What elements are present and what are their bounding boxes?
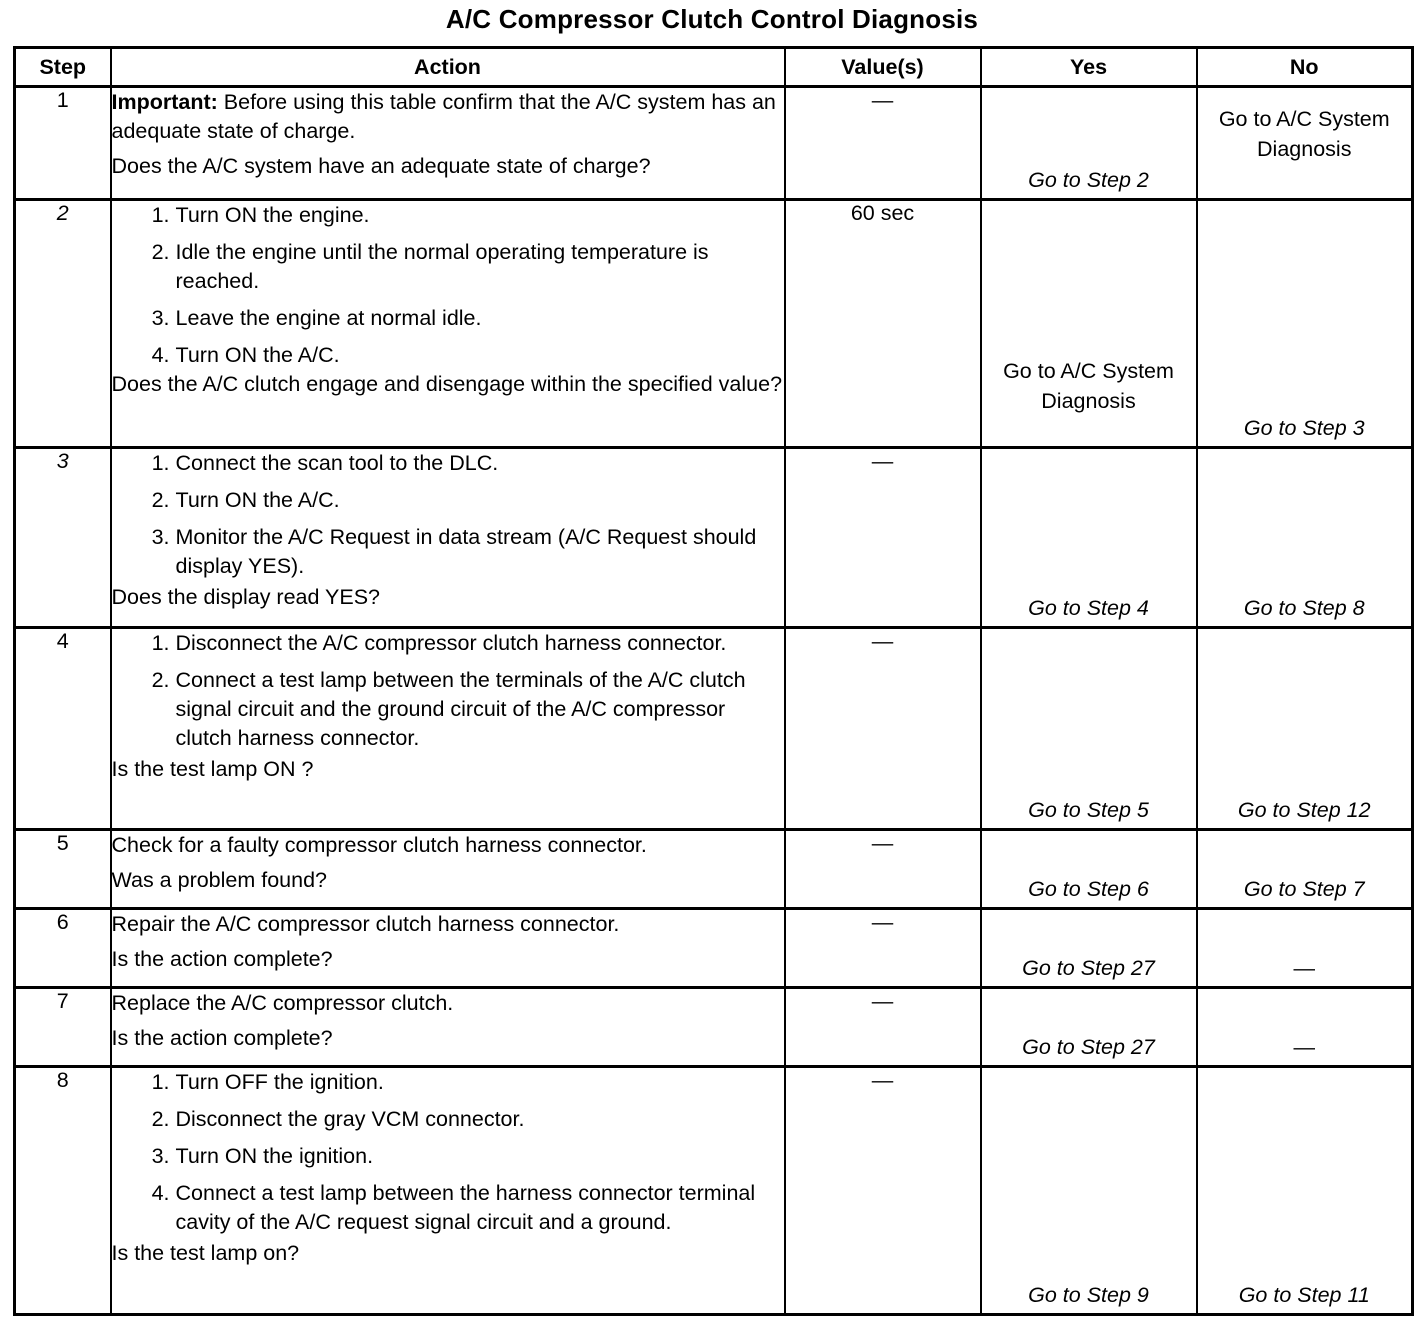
yes-link[interactable]: Go to Step 2 xyxy=(1028,168,1149,192)
action-text: Replace the A/C compressor clutch. xyxy=(111,991,454,1015)
list-item: 2. Connect a test lamp between the terminals of the A/C clutch signal circuit and the ground circuit of the A/C compressor clutch harness connector. xyxy=(151,668,746,750)
yes-link[interactable]: Go to A/C System Diagnosis xyxy=(1003,359,1174,413)
yes-link[interactable]: Go to Step 5 xyxy=(1028,798,1149,822)
action-cell xyxy=(111,830,785,909)
important-label: Important: xyxy=(111,90,218,114)
list-item: 3. Leave the engine at normal idle. xyxy=(151,306,482,330)
no-link[interactable]: Go to Step 7 xyxy=(1243,877,1365,901)
action-question: Is the action complete? xyxy=(111,947,333,971)
action-question: Does the A/C clutch engage and disengage within the specified value? xyxy=(111,372,783,396)
yes-cell xyxy=(981,87,1197,200)
no-link[interactable]: Go to Step 8 xyxy=(1243,596,1365,620)
value-cell: — xyxy=(785,628,981,830)
table-row xyxy=(15,628,1413,830)
step-number: 3 xyxy=(15,448,111,628)
yes-link[interactable]: Go to Step 4 xyxy=(1028,596,1149,620)
action-cell xyxy=(111,1067,785,1315)
action-question: Is the test lamp on? xyxy=(111,1241,300,1265)
no-cell xyxy=(1197,200,1413,448)
step-number: 6 xyxy=(15,909,111,988)
value-cell: — xyxy=(785,909,981,988)
yes-cell xyxy=(981,988,1197,1067)
step-number: 2 xyxy=(15,200,111,448)
list-item: 1. Turn OFF the ignition. xyxy=(151,1070,384,1094)
yes-link[interactable]: Go to Step 27 xyxy=(1022,1035,1155,1059)
table-row xyxy=(15,200,1413,448)
diagnosis-table xyxy=(13,46,1414,1316)
yes-cell xyxy=(981,628,1197,830)
no-value: — xyxy=(1293,956,1315,980)
action-steps xyxy=(112,449,784,581)
header-step: Step xyxy=(15,48,111,87)
action-cell xyxy=(111,87,785,200)
no-cell xyxy=(1197,87,1413,200)
action-cell xyxy=(111,988,785,1067)
header-values: Value(s) xyxy=(785,48,981,87)
header-action: Action xyxy=(111,48,785,87)
no-link[interactable]: Go to A/C System Diagnosis xyxy=(1218,107,1390,161)
no-link[interactable]: Go to Step 11 xyxy=(1238,1283,1370,1307)
yes-link[interactable]: Go to Step 27 xyxy=(1022,956,1155,980)
action-note xyxy=(112,88,784,146)
action-text: Repair the A/C compressor clutch harness connector. xyxy=(111,912,620,936)
list-item: 1. Turn ON the engine. xyxy=(151,203,370,227)
table-row xyxy=(15,988,1413,1067)
action-steps xyxy=(112,629,784,753)
yes-cell xyxy=(981,909,1197,988)
step-number: 1 xyxy=(15,87,111,200)
action-question: Does the display read YES? xyxy=(111,585,381,609)
value-cell: — xyxy=(785,448,981,628)
header-no: No xyxy=(1197,48,1413,87)
list-item: 2. Turn ON the A/C. xyxy=(151,488,340,512)
value-cell: 60 sec xyxy=(785,200,981,448)
value-cell: — xyxy=(785,1067,981,1315)
action-question: Is the action complete? xyxy=(111,1026,333,1050)
action-cell xyxy=(111,200,785,448)
action-cell xyxy=(111,448,785,628)
yes-link[interactable]: Go to Step 9 xyxy=(1028,1283,1149,1307)
action-question: Was a problem found? xyxy=(111,868,328,892)
action-cell xyxy=(111,628,785,830)
step-number: 8 xyxy=(15,1067,111,1315)
list-item: 2. Idle the engine until the normal operating temperature is reached. xyxy=(151,240,709,293)
list-item: 3. Monitor the A/C Request in data stream (A/C Request should display YES). xyxy=(151,525,757,578)
yes-link[interactable]: Go to Step 6 xyxy=(1028,877,1149,901)
no-link[interactable]: Go to Step 3 xyxy=(1243,416,1365,440)
no-value: — xyxy=(1293,1035,1315,1059)
list-item: 1. Disconnect the A/C compressor clutch harness connector. xyxy=(151,631,727,655)
no-cell xyxy=(1197,830,1413,909)
value-cell: — xyxy=(785,988,981,1067)
list-item: 2. Disconnect the gray VCM connector. xyxy=(151,1107,525,1131)
action-steps xyxy=(112,1068,784,1237)
page-title: A/C Compressor Clutch Control Diagnosis xyxy=(445,4,979,34)
no-cell xyxy=(1197,448,1413,628)
action-cell xyxy=(111,909,785,988)
no-cell xyxy=(1197,628,1413,830)
list-item: 1. Connect the scan tool to the DLC. xyxy=(151,451,499,475)
no-cell xyxy=(1197,1067,1413,1315)
no-cell xyxy=(1197,909,1413,988)
table-row xyxy=(15,909,1413,988)
list-item: 3. Turn ON the ignition. xyxy=(151,1144,374,1168)
header-yes: Yes xyxy=(981,48,1197,87)
value-cell: — xyxy=(785,87,981,200)
yes-cell xyxy=(981,200,1197,448)
yes-cell xyxy=(981,830,1197,909)
important-text: Before using this table confirm that the A/C system has an adequate state of charge. xyxy=(111,90,776,143)
action-text: Check for a faulty compressor clutch harness connector. xyxy=(111,833,647,857)
table-header-row xyxy=(15,48,1413,87)
action-steps xyxy=(112,201,784,370)
yes-cell xyxy=(981,1067,1197,1315)
no-link[interactable]: Go to Step 12 xyxy=(1237,798,1371,822)
table-row xyxy=(15,448,1413,628)
step-number: 5 xyxy=(15,830,111,909)
step-number: 7 xyxy=(15,988,111,1067)
list-item: 4. Turn ON the A/C. xyxy=(151,343,340,367)
list-item: 4. Connect a test lamp between the harness connector terminal cavity of the A/C request signal circuit and a ground. xyxy=(151,1181,756,1234)
table-row xyxy=(15,830,1413,909)
value-cell: — xyxy=(785,830,981,909)
no-cell xyxy=(1197,988,1413,1067)
table-row xyxy=(15,1067,1413,1315)
table-row xyxy=(15,87,1413,200)
action-question: Is the test lamp ON ? xyxy=(111,757,314,781)
yes-cell xyxy=(981,448,1197,628)
action-question: Does the A/C system have an adequate state of charge? xyxy=(111,154,651,178)
step-number: 4 xyxy=(15,628,111,830)
